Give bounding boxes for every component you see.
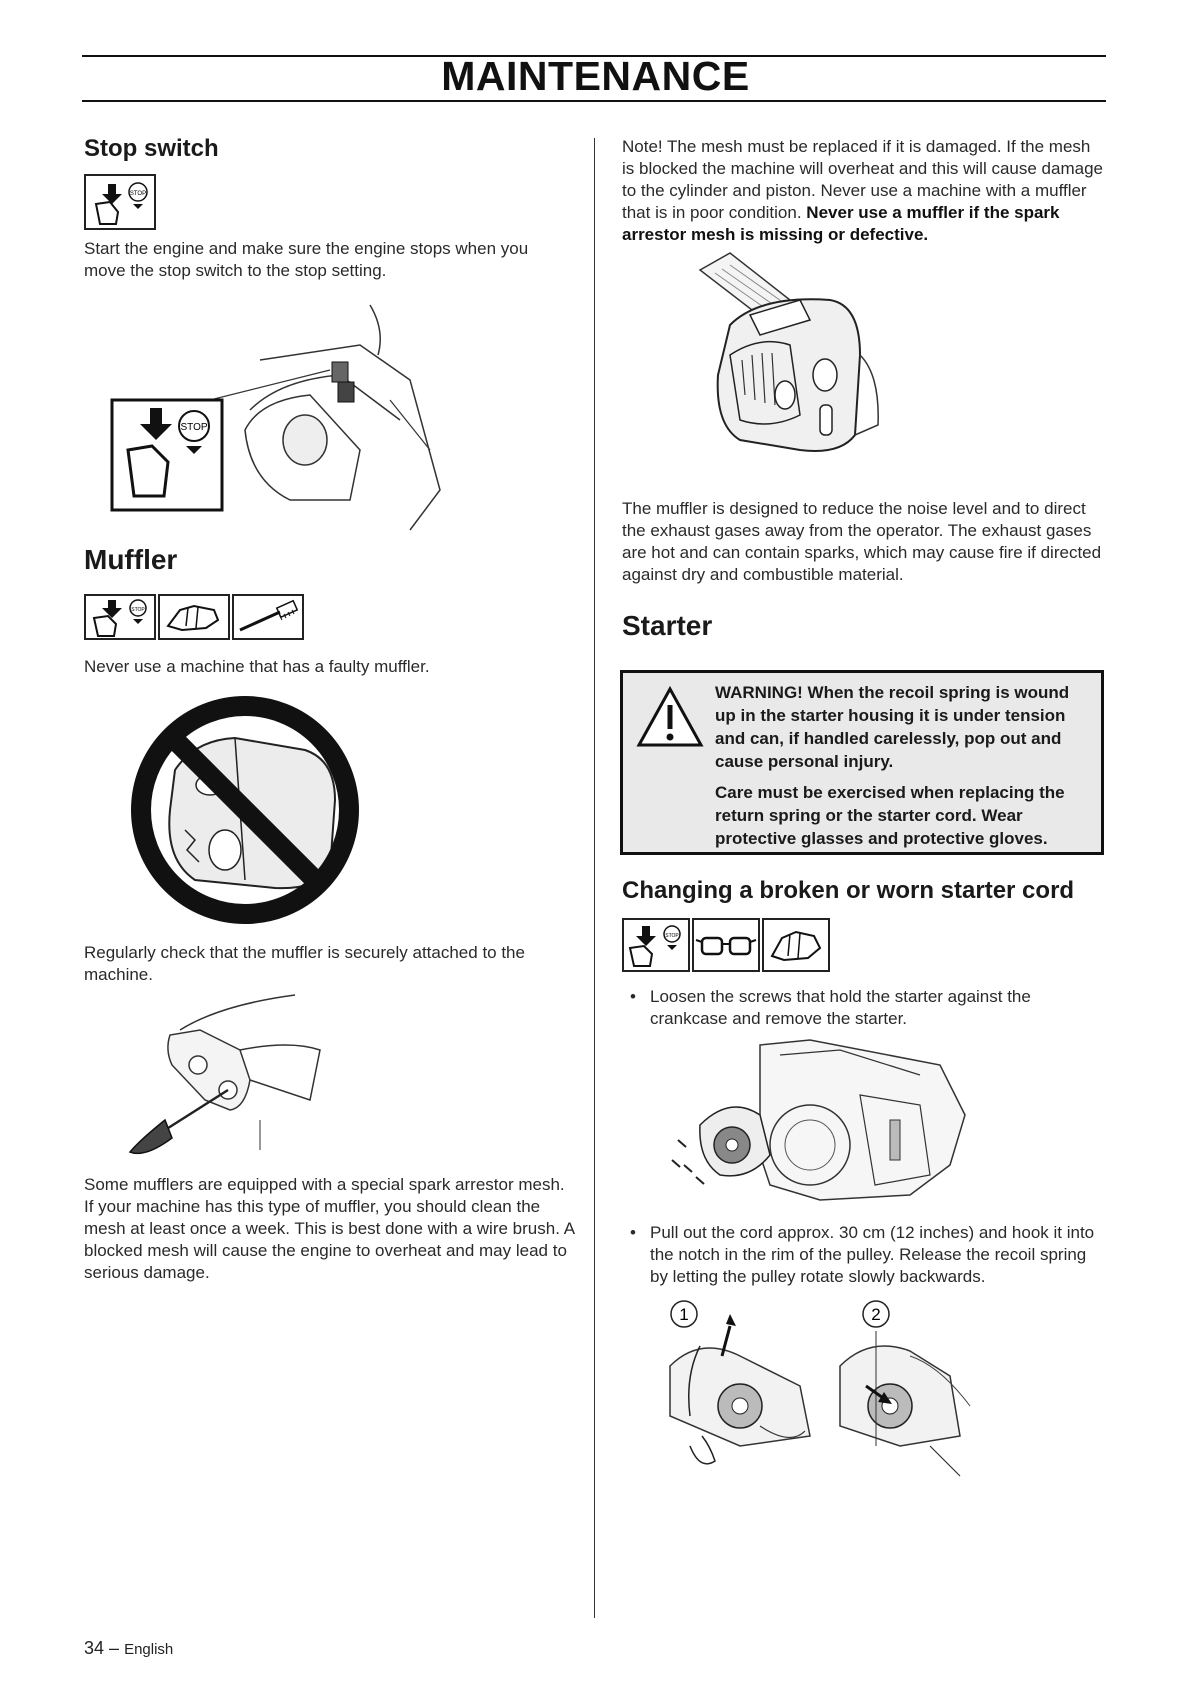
muffler-screwdriver-illustration xyxy=(110,990,350,1160)
starter-cord-icon-strip xyxy=(622,918,830,972)
stop-switch-icon xyxy=(84,174,156,230)
glove-icon xyxy=(762,918,830,972)
muffler-heading: Muffler xyxy=(84,544,178,575)
bullet-dot: • xyxy=(630,987,636,1006)
page-footer xyxy=(84,1638,173,1659)
safety-glasses-icon xyxy=(692,918,760,972)
page-number: 34 – xyxy=(84,1638,120,1658)
starter-cord-heading: Changing a broken or worn starter cord xyxy=(622,877,1075,904)
page-title: MAINTENANCE xyxy=(441,53,750,99)
step-2-label: 2 xyxy=(871,1305,881,1324)
svg-text:STOP: STOP xyxy=(665,933,679,939)
stop-switch-heading: Stop switch xyxy=(84,135,219,162)
column-divider xyxy=(594,138,595,1618)
stop-switch-icon-strip xyxy=(84,174,156,230)
list-item xyxy=(630,986,1090,1030)
step-1-label: 1 xyxy=(679,1305,689,1324)
mesh-note-normal: Note! The mesh must be replaced if it is damaged. If the mesh is blocked the machine will overheat and this will cause damage to the cylinder and piston. Never use a machine with a muffler that is in poor condition. xyxy=(622,137,1103,222)
glove-icon xyxy=(158,594,230,640)
mesh-note-text xyxy=(622,136,1106,246)
wire-brush-icon xyxy=(232,594,304,640)
warning-care-text: Care must be exercised when replacing the return spring or the starter cord. Wear protective glasses and protective gloves. xyxy=(715,783,1065,848)
remove-starter-text: Loosen the screws that hold the starter against the crankcase and remove the starter. xyxy=(650,987,1031,1028)
svg-text:STOP: STOP xyxy=(131,607,145,613)
pull-cord-text: Pull out the cord approx. 30 cm (12 inches) and hook it into the notch in the rim of the pulley. Release the recoil spring by letting the pulley rotate slowly backwards. xyxy=(650,1223,1095,1286)
spark-arrestor-text: Some mufflers are equipped with a special spark arrestor mesh. If your machine has this type of muffler, you should clean the mesh at least once a week. This is best done with a wire brush. A blocked mesh will cause the engine to overheat and may lead to serious damage. xyxy=(84,1175,575,1282)
footer-language: English xyxy=(124,1641,174,1658)
muffler-faulty-text: Never use a machine that has a faulty muffler. xyxy=(84,657,430,676)
stop-switch-icon xyxy=(84,594,156,640)
warning-triangle-icon xyxy=(635,685,705,749)
list-item xyxy=(630,1222,1100,1288)
warning-recoil-spring-text: WARNING! When the recoil spring is wound up in the starter housing it is under tension and can, if handled carelessly, pop out and cause personal injury. xyxy=(715,683,1070,771)
starter-warning-box xyxy=(620,670,1104,855)
muffler-check-text: Regularly check that the muffler is securely attached to the machine. xyxy=(84,943,525,984)
muffler-icon-strip xyxy=(84,594,304,640)
spark-arrestor-muffler-illustration xyxy=(690,245,890,465)
stop-switch-illustration xyxy=(110,300,450,540)
stop-switch-icon xyxy=(622,918,690,972)
mesh-note-bold: Never use a muffler if the spark arrestor mesh is missing or defective. xyxy=(622,203,1060,244)
no-faulty-muffler-illustration xyxy=(125,690,365,930)
pulley-release-illustration xyxy=(640,1296,980,1496)
warning-text xyxy=(715,681,1093,858)
stop-switch-text: Start the engine and make sure the engine stops when you move the stop switch to the stop setting. xyxy=(84,239,529,280)
header-rule-bottom xyxy=(82,100,1106,102)
svg-text:STOP: STOP xyxy=(180,422,208,433)
starter-heading: Starter xyxy=(622,610,713,641)
svg-text:STOP: STOP xyxy=(129,191,147,197)
bullet-dot: • xyxy=(630,1223,636,1242)
muffler-description-text: The muffler is designed to reduce the noise level and to direct the exhaust gases away from the operator. The exhaust gases are hot and can contain sparks, which may cause fire if directed against dry and combustible material. xyxy=(622,499,1102,584)
starter-removal-illustration xyxy=(660,1035,970,1215)
